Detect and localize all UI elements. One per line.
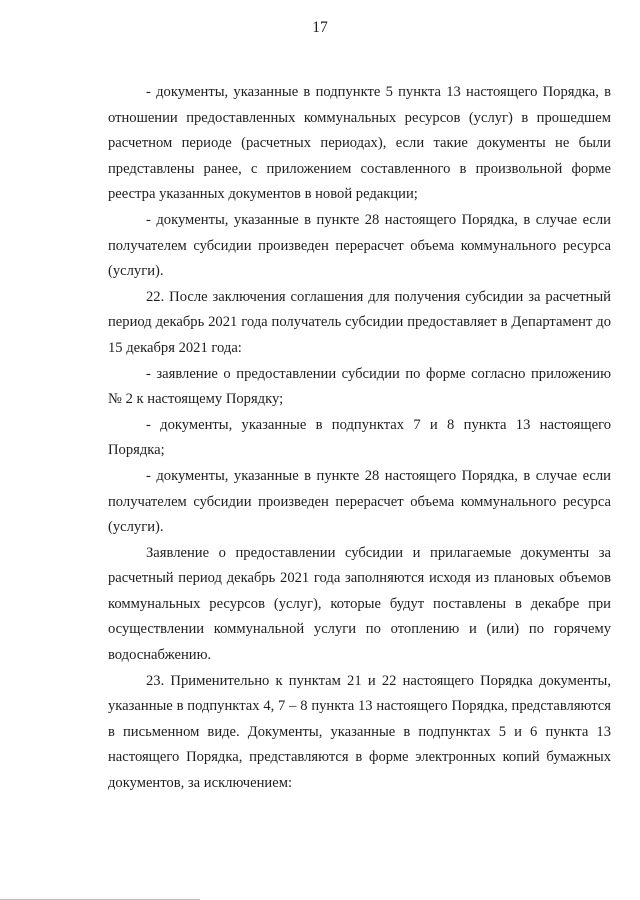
paragraph-docs-subpoints-7-8: - документы, указанные в подпунктах 7 и 8 пункта 13 настоящего Порядка; (108, 416, 611, 459)
paragraph-docs-subpoint-5: - документы, указанные в подпункте 5 пункта 13 настоящего Порядка, в отношении предоставленных коммунальных ресурсов (услуг) в прошедшем расчетном периоде (расчетных периодах), если такие документы не были представлены ранее, с приложением составленного в произвольной форме реестра указанных документов в новой редакции; (108, 84, 611, 203)
paragraph-point-23: 23. Применительно к пунктам 21 и 22 настоящего Порядка документы, указанные в подпунктах 4, 7 – 8 пункта 13 настоящего Порядка, представляются в письменном виде. Документы, указанные в подпунктах 5 и 6 пункта 13 настоящего Порядка, представляются в форме электронных копий бумажных документов, за исключением: (108, 672, 611, 792)
paragraph-application-filling: Заявление о предоставлении субсидии и прилагаемые документы за расчетный период декабрь 2021 года заполняются исходя из плановых объемов коммунальных ресурсов (услуг), которые будут поставлены в декабре при осуществлении коммунальной услуги по отоплению и (или) по горячему водоснабжению. (108, 544, 611, 664)
paragraph-point-22: 22. После заключения соглашения для получения субсидии за расчетный период декабрь 2021 года получатель субсидии предоставляет в Департамент до 15 декабря 2021 года: (108, 288, 611, 356)
page-number: 17 (312, 19, 328, 36)
document-body (108, 80, 611, 797)
paragraph-docs-point-28: - документы, указанные в пункте 28 настоящего Порядка, в случае если получателем субсидии произведен перерасчет объема коммунального ресурса (услуги). (108, 211, 611, 280)
paragraph-application: - заявление о предоставлении субсидии по форме согласно приложению № 2 к настоящему Порядку; (108, 365, 611, 408)
paragraph-docs-point-28-recalc: - документы, указанные в пункте 28 настоящего Порядка, в случае если получателем субсидии произведен перерасчет объема коммунального ресурса (услуги). (108, 467, 611, 536)
